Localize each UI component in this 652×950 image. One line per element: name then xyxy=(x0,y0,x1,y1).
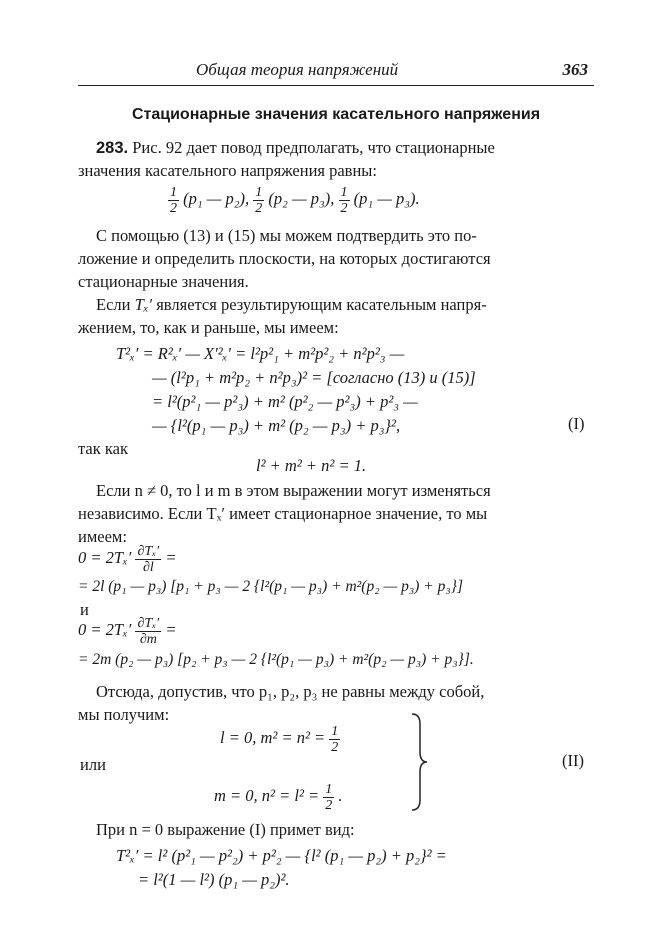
partial-fraction-l: $\frac{\text{∂Tₓ′}}{\partial l}$ xyxy=(137,543,160,575)
running-header xyxy=(78,58,598,86)
para-5-line-2: мы получим: xyxy=(78,705,170,724)
fractions-equation xyxy=(168,182,420,216)
partial-fraction-m: $\frac{\text{∂Tₓ′}}{\partial m}$ xyxy=(137,615,160,647)
section-title: Стационарные значения касательного напряжения xyxy=(131,106,541,123)
tx-symbol: Tₓ′ xyxy=(134,295,153,314)
eq1-line-2: — (l²p₁ + m²p₂ + n²p₃)² = [согласно (13) и (15)] xyxy=(152,368,476,387)
fraction-half-3: $\frac{1}{2}$ xyxy=(340,184,348,216)
para-5-line-1: Отсюда, допустив, что p₁, p₂, p₃ не равны между собой, xyxy=(96,682,485,701)
fraction-term-3: (p₁ — p₃). xyxy=(353,189,420,208)
solution-1-text: l = 0, m² = n² = xyxy=(220,728,326,747)
para-2-line-2: ложение и определить плоскости, на которых достигаются xyxy=(78,249,491,268)
para-3-line-2: жением, то, как и раньше, мы имеем: xyxy=(78,318,339,337)
deriv-l-line-2: = 2l (p₁ — p₃) [p₁ + p₃ — 2 {l²(p₁ — p₃) + m²(p₂ — p₃) + p₃}] xyxy=(78,578,463,595)
fraction-term-1: (p₁ — p₂), xyxy=(183,189,250,208)
or-text: или xyxy=(80,755,106,774)
right-brace xyxy=(410,712,428,812)
eq1-line-1: T²ₓ′ = R²ₓ′ — X′²ₓ′ = l²p²₁ + m²p²₂ + n²p²₃ — xyxy=(116,344,405,363)
para-283-line-1 xyxy=(96,136,495,160)
deriv-m-suffix: = xyxy=(165,620,177,639)
page-number: 363 xyxy=(562,60,588,79)
deriv-l-line-1 xyxy=(78,540,177,576)
fraction-half-2: $\frac{1}{2}$ xyxy=(255,184,263,216)
final-eq-line-2: = l²(1 — l²) (p₁ — p₂)². xyxy=(138,870,290,889)
para-3-line-1 xyxy=(96,293,487,316)
header-rule xyxy=(78,85,594,86)
eq-label-I: (I) xyxy=(568,414,585,433)
constraint-equation: l² + m² + n² = 1. xyxy=(256,456,367,475)
para-6-line-1: При n = 0 выражение (I) примет вид: xyxy=(96,820,355,839)
deriv-l-suffix: = xyxy=(165,548,177,567)
solution-1-fraction: $\frac{1}{2}$ xyxy=(331,723,339,755)
eq1-line-3: = l²(p²₁ — p²₃) + m² (p²₂ — p²₃) + p²₃ — xyxy=(152,392,418,411)
para-3-text-b: является результирующим касательным напря- xyxy=(152,295,487,314)
para-283-line-2: значения касательного напряжения равны: xyxy=(78,161,377,180)
solution-2-fraction: $\frac{1}{2}$ xyxy=(325,781,333,813)
running-title: Общая теория напряжений xyxy=(196,60,399,79)
solution-2-text: m = 0, n² = l² = xyxy=(214,786,320,805)
deriv-m-line-1 xyxy=(78,612,177,648)
para-283-text-1: Рис. 92 дает повод предполагать, что стационарные xyxy=(132,138,495,157)
deriv-m-prefix: 0 = 2Tₓ′ xyxy=(78,620,132,639)
and-text: и xyxy=(80,600,89,619)
para-4-line-1: Если n ≠ 0, то l и m в этом выражении могут изменяться xyxy=(96,481,491,500)
para-2-line-3: стационарные значения. xyxy=(78,272,249,291)
solution-2-dot: . xyxy=(338,786,343,805)
para-4-line-3: имеем: xyxy=(78,527,127,546)
paragraph-number: 283. xyxy=(96,139,129,157)
para-2-line-1: С помощью (13) и (15) мы можем подтвердить это по- xyxy=(96,226,477,245)
eq-label-II: (II) xyxy=(562,751,584,770)
deriv-m-line-2: = 2m (p₂ — p₃) [p₂ + p₃ — 2 {l²(p₁ — p₃) + m²(p₂ — p₃) + p₃}]. xyxy=(78,651,474,668)
solution-2 xyxy=(214,776,343,816)
fraction-half-1: $\frac{1}{2}$ xyxy=(170,184,177,216)
since-text: так как xyxy=(78,439,128,458)
eq1-line-4: — {l²(p₁ — p₃) + m² (p₂ — p₃) + p₃}², xyxy=(152,416,401,435)
fraction-term-2: (p₂ — p₃), xyxy=(268,189,335,208)
para-3-text-a: Если xyxy=(96,295,135,314)
solution-1 xyxy=(220,718,340,758)
deriv-l-prefix: 0 = 2Tₓ′ xyxy=(78,548,132,567)
para-4-line-2: независимо. Если Tₓ′ имеет стационарное значение, то мы xyxy=(78,504,488,523)
final-eq-line-1: T²ₓ′ = l² (p²₁ — p²₂) + p²₂ — {l² (p₁ — p₂) + p₂}² = xyxy=(116,846,447,865)
